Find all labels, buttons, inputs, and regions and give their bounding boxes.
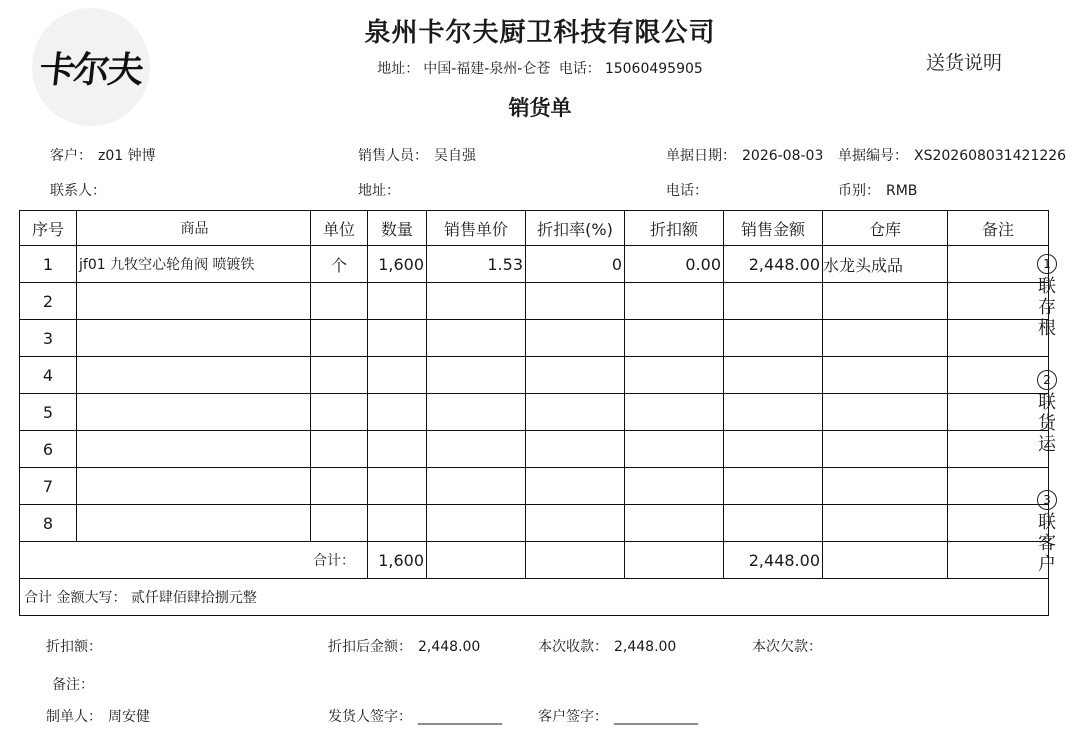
total-empty-price [427,542,526,579]
customer-sign-label: 客户签字： [538,709,608,725]
cell-price [427,357,526,394]
cell-discount: 0.00 [625,246,724,283]
copy-char: 运 [1038,434,1056,455]
company-address [200,58,880,78]
cell-qty [368,468,427,505]
header-idx: 序号 [20,211,77,246]
cell-rate [526,468,625,505]
currency-value: RMB [886,183,918,199]
cell-unit [311,283,368,320]
after-discount-label: 折扣后金额： [328,639,412,655]
words-value: 贰仟肆佰肆拾捌元整 [130,590,257,606]
header-rate: 折扣率(%) [526,211,625,246]
copy-char: 根 [1038,318,1056,339]
customer-sign-line: ____________ [614,709,698,725]
phone-label: 电话： [558,61,601,77]
footer-after-discount [328,636,486,656]
cell-unit [311,505,368,542]
cell-rate [526,505,625,542]
date-field [666,145,829,165]
amount-in-words [20,579,1049,616]
docno-value: XS202608031421226 [914,148,1067,164]
cell-rate [526,394,625,431]
cell-amount [724,468,823,505]
cell-idx: 7 [20,468,77,505]
footer-received [538,636,682,656]
cell-amount [724,431,823,468]
cell-discount [625,357,724,394]
cell-unit [311,320,368,357]
cell-qty [368,283,427,320]
cell-price [427,283,526,320]
cell-rate [526,431,625,468]
salesperson-field [358,145,482,165]
footer-remark-label: 备注： [52,677,94,693]
header-remark: 备注 [948,211,1049,246]
addr-label: 地址： [358,183,400,199]
cell-product [77,394,311,431]
date-label: 单据日期： [666,148,736,164]
contact-label: 联系人： [50,183,106,199]
header-unit: 单位 [311,211,368,246]
cell-rate [526,357,625,394]
cell-unit [311,357,368,394]
customer-field [50,145,162,165]
cell-discount [625,394,724,431]
copy-label-2 [1034,368,1060,455]
cell-warehouse [823,505,948,542]
header-amount: 销售金额 [724,211,823,246]
total-empty-rate [526,542,625,579]
document-title: 销货单 [508,96,572,120]
cell-rate [526,283,625,320]
table-row [20,468,1049,505]
salesperson-label: 销售人员： [358,148,428,164]
copy-char: 联 [1038,392,1056,413]
address-value: 中国-福建-泉州-仑苍 [423,61,551,77]
cell-qty: 1,600 [368,246,427,283]
docno-field [838,145,1072,165]
cell-amount [724,394,823,431]
cell-rate [526,320,625,357]
cell-idx: 3 [20,320,77,357]
delivery-note-label: 送货说明 [926,52,1003,74]
cell-idx: 2 [20,283,77,320]
cell-warehouse: 水龙头成品 [823,246,948,283]
cell-amount: 2,448.00 [724,246,823,283]
table-row [20,394,1049,431]
copy-char: 联 [1038,512,1056,533]
cell-discount [625,468,724,505]
cell-warehouse [823,431,948,468]
total-empty-discount [625,542,724,579]
total-amount: 2,448.00 [724,542,823,579]
cell-warehouse [823,394,948,431]
cell-price [427,320,526,357]
header-price: 销售单价 [427,211,526,246]
contact-field [50,180,118,200]
copy-char: 客 [1038,533,1056,554]
cell-unit [311,394,368,431]
cell-price [427,468,526,505]
total-label: 合计： [20,542,368,579]
cell-qty [368,394,427,431]
footer-discount [46,636,114,656]
received-label: 本次收款： [538,639,608,655]
cell-warehouse [823,357,948,394]
company-name: 泉州卡尔夫厨卫科技有限公司 [364,18,716,48]
total-empty-warehouse [823,542,948,579]
cell-rate: 0 [526,246,625,283]
cell-idx: 4 [20,357,77,394]
table-row [20,320,1049,357]
copy-number: 2 [1037,370,1057,390]
cell-product [77,283,311,320]
cell-amount [724,505,823,542]
header-discount: 折扣额 [625,211,724,246]
footer-maker [46,706,156,726]
cell-product [77,357,311,394]
cell-product [77,468,311,505]
words-label: 合计 金额大写： [24,590,127,606]
cell-warehouse [823,468,948,505]
cell-warehouse [823,320,948,357]
cell-amount [724,283,823,320]
cell-unit [311,431,368,468]
shipper-line: ____________ [418,709,502,725]
cell-qty [368,320,427,357]
table-header-row [20,211,1049,246]
cell-discount [625,505,724,542]
received-value: 2,448.00 [614,639,677,655]
cell-product [77,320,311,357]
cell-product: jf01 九牧空心轮角阀 喷镀铁 [77,246,311,283]
owed-label: 本次欠款： [752,639,822,655]
total-qty: 1,600 [368,542,427,579]
cell-amount [724,357,823,394]
header-product: 商品 [77,211,311,246]
company-logo [32,8,150,126]
total-row [20,542,1049,579]
docno-label: 单据编号： [838,148,908,164]
date-value: 2026-08-03 [742,148,824,164]
cell-product [77,431,311,468]
cell-qty [368,357,427,394]
table-row [20,246,1049,283]
cell-price [427,431,526,468]
cell-price [427,505,526,542]
logo-text: 卡尔夫 [37,48,144,91]
copy-number: 1 [1037,254,1057,274]
maker-label: 制单人： [46,709,102,725]
table-row [20,505,1049,542]
table-row [20,357,1049,394]
copy-label-3 [1034,488,1060,575]
amount-in-words-row [20,579,1049,616]
cell-idx: 6 [20,431,77,468]
footer-discount-label: 折扣额： [46,639,102,655]
tel-label: 电话： [666,183,708,199]
table-row [20,431,1049,468]
copy-char: 存 [1038,297,1056,318]
customer-label: 客户： [50,148,92,164]
phone-value: 15060495905 [604,61,703,77]
cell-price: 1.53 [427,246,526,283]
cell-price [427,394,526,431]
sales-table [19,210,1049,616]
footer-remark [52,674,100,694]
tel-field [666,180,720,200]
table-row [20,283,1049,320]
currency-label: 币别： [838,183,880,199]
header-qty: 数量 [368,211,427,246]
cell-discount [625,283,724,320]
copy-label-1 [1034,252,1060,339]
customer-value: z01 钟博 [98,148,156,164]
cell-product [77,505,311,542]
footer-owed [752,636,834,656]
cell-qty [368,505,427,542]
after-discount-value: 2,448.00 [418,639,481,655]
copy-char: 货 [1038,413,1056,434]
salesperson-value: 吴自强 [434,148,476,164]
cell-discount [625,320,724,357]
cell-qty [368,431,427,468]
cell-idx: 1 [20,246,77,283]
cell-discount [625,431,724,468]
cell-idx: 8 [20,505,77,542]
cell-warehouse [823,283,948,320]
cell-unit [311,468,368,505]
cell-unit: 个 [311,246,368,283]
maker-value: 周安健 [108,709,150,725]
footer-customer-sign [538,706,704,726]
shipper-label: 发货人签字： [328,709,412,725]
cell-idx: 5 [20,394,77,431]
copy-number: 3 [1037,490,1057,510]
cell-amount [724,320,823,357]
footer-shipper-sign [328,706,508,726]
header-warehouse: 仓库 [823,211,948,246]
copy-char: 户 [1038,554,1056,575]
address-field [358,180,412,200]
currency-field [838,180,923,200]
copy-char: 联 [1038,276,1056,297]
address-label: 地址： [377,61,420,77]
